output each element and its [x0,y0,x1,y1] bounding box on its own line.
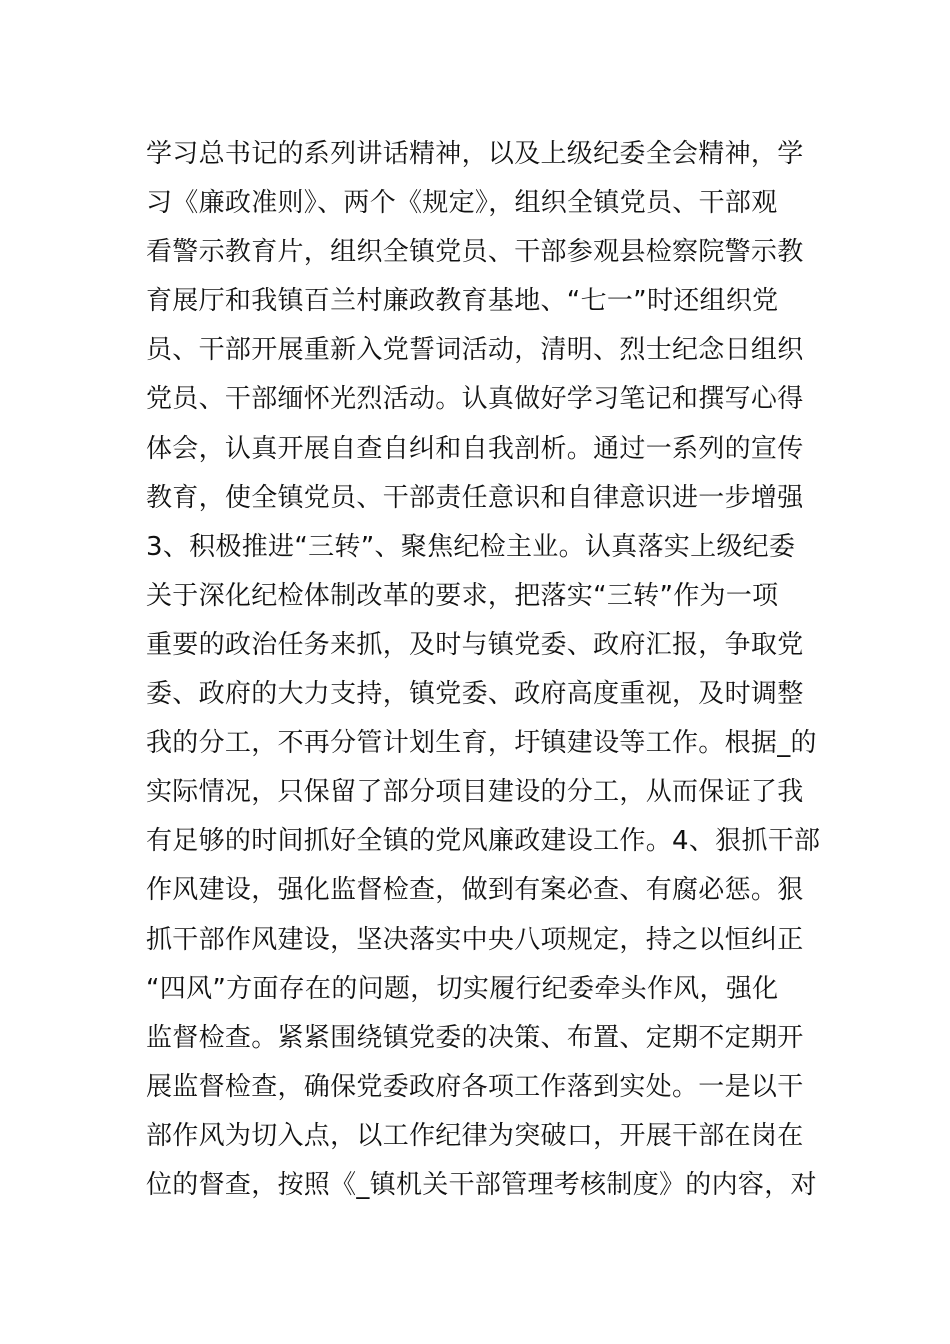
text-line: 3、积极推进“三转”、聚焦纪检主业。认真落实上级纪委 [146,531,796,562]
text-line: 监督检查。紧紧围绕镇党委的决策、布置、定期不定期开 [146,1022,804,1053]
text-line: 委、政府的大力支持，镇党委、政府高度重视，及时调整 [146,679,804,710]
text-line: 员、干部开展重新入党誓词活动，清明、烈士纪念日组织 [146,335,804,366]
text-line: 部作风为切入点，以工作纪律为突破口，开展干部在岗在 [146,1120,804,1151]
text-line: 展监督检查，确保党委政府各项工作落到实处。一是以干 [146,1071,804,1102]
text-line: 育展厅和我镇百兰村廉政教育基地、“七一”时还组织党 [146,286,779,317]
text-line: “四风”方面存在的问题，切实履行纪委牵头作风，强化 [146,973,779,1004]
text-line: 我的分工，不再分管计划生育，圩镇建设等工作。根据_的 [146,728,817,759]
text-line: 有足够的时间抓好全镇的党风廉政建设工作。4、狠抓干部 [146,826,821,857]
text-line: 看警示教育片，组织全镇党员、干部参观县检察院警示教 [146,237,804,268]
text-line: 位的督查，按照《_镇机关干部管理考核制度》的内容，对 [146,1169,817,1200]
text-line: 党员、干部缅怀光烈活动。认真做好学习笔记和撰写心得 [146,384,804,415]
text-line: 教育，使全镇党员、干部责任意识和自律意识进一步增强 [146,482,804,513]
text-line: 实际情况，只保留了部分项目建设的分工，从而保证了我 [146,777,804,808]
text-line: 关于深化纪检体制改革的要求，把落实“三转”作为一项 [146,580,779,611]
text-line: 重要的政治任务来抓，及时与镇党委、政府汇报，争取党 [146,629,804,660]
text-line: 抓干部作风建设，坚决落实中央八项规定，持之以恒纠正 [146,924,804,955]
text-line: 作风建设，强化监督检查，做到有案必查、有腐必惩。狠 [146,875,804,906]
text-line: 习《廉政准则》、两个《规定》，组织全镇党员、干部观 [146,188,778,219]
text-line: 学习总书记的系列讲话精神，以及上级纪委全会精神，学 [146,139,804,169]
body-text [146,130,821,1210]
text-line: 体会，认真开展自查自纠和自我剖析。通过一系列的宣传 [146,433,804,464]
